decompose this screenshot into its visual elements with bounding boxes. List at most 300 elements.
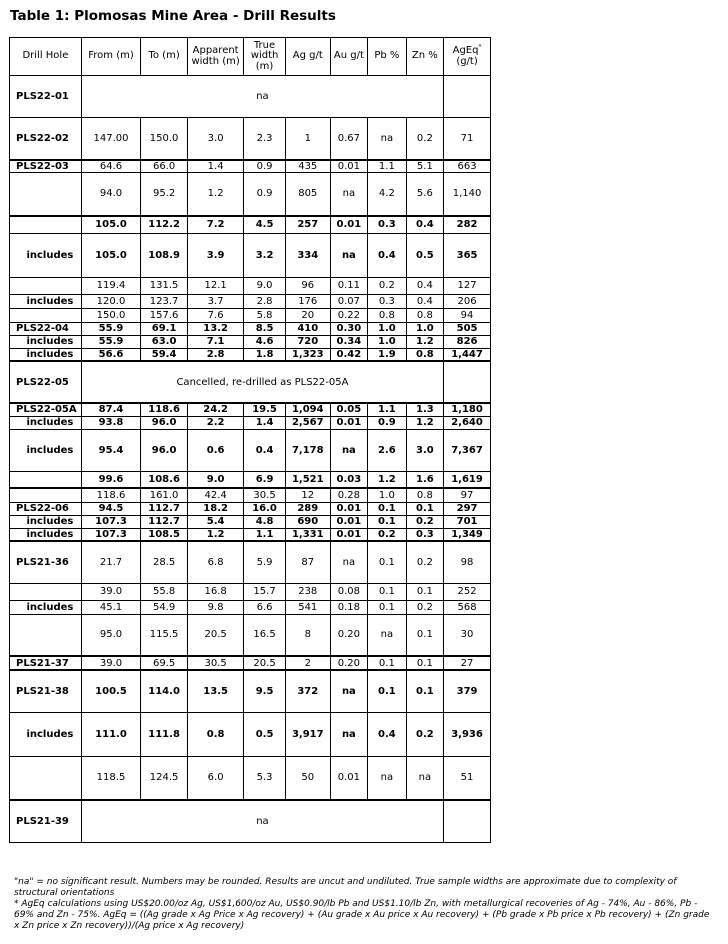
cell-zn: 0.2 <box>406 515 443 528</box>
cell-true-width: 8.5 <box>244 322 286 335</box>
cell-to: 59.4 <box>141 348 188 361</box>
cell-from: 21.7 <box>81 541 140 583</box>
cell-to: 150.0 <box>141 118 188 160</box>
cell-au: 0.20 <box>330 614 367 656</box>
cell-ageq: 94 <box>444 308 491 322</box>
cell-zn: 5.6 <box>406 172 443 216</box>
cell-true-width: 16.5 <box>244 614 286 656</box>
cell-pb: 0.1 <box>368 515 407 528</box>
cell-ag: 435 <box>285 160 330 173</box>
ageq-label: AgEq <box>452 45 479 56</box>
cell-true-width: 6.9 <box>244 471 286 488</box>
cell-zn: 0.8 <box>406 308 443 322</box>
cell-au: 0.28 <box>330 488 367 502</box>
cell-au: 0.01 <box>330 416 367 429</box>
cell-ageq: 505 <box>444 322 491 335</box>
cell-zn: 0.1 <box>406 583 443 600</box>
cell-ageq: 1,180 <box>444 403 491 416</box>
cell-ageq: 206 <box>444 294 491 308</box>
cell-to: 54.9 <box>141 600 188 614</box>
cell-au: 0.20 <box>330 656 367 670</box>
cell-au: na <box>330 172 367 216</box>
cell-ageq: 127 <box>444 277 491 294</box>
cell-apparent-width: 7.1 <box>188 335 244 348</box>
cell-ag: 541 <box>285 600 330 614</box>
cell-to: 112.2 <box>141 216 188 233</box>
cell-pb: 1.9 <box>368 348 407 361</box>
cell-from: 107.3 <box>81 515 140 528</box>
cell-from: 56.6 <box>81 348 140 361</box>
cell-ageq: 365 <box>444 233 491 277</box>
cell-ag: 720 <box>285 335 330 348</box>
table-row <box>10 294 491 308</box>
cell-to: 114.0 <box>141 670 188 712</box>
cell-ag: 238 <box>285 583 330 600</box>
cell-to: 108.6 <box>141 471 188 488</box>
table-row <box>10 348 491 361</box>
cell-au: 0.08 <box>330 583 367 600</box>
cell-ageq: 1,447 <box>444 348 491 361</box>
col-header-true-width: True width (m) <box>244 38 286 76</box>
cell-drill-hole <box>10 172 82 216</box>
table-row <box>10 502 491 515</box>
table-row <box>10 600 491 614</box>
cell-apparent-width: 6.8 <box>188 541 244 583</box>
cell-drill-hole: includes <box>10 429 82 471</box>
cell-true-width: 1.1 <box>244 528 286 541</box>
cell-from: 107.3 <box>81 528 140 541</box>
cell-pb: 1.1 <box>368 403 407 416</box>
cell-to: 28.5 <box>141 541 188 583</box>
cell-pb: 1.0 <box>368 488 407 502</box>
table-row <box>10 172 491 216</box>
cell-to: 118.6 <box>141 403 188 416</box>
cell-to: 96.0 <box>141 416 188 429</box>
cell-zn: 5.1 <box>406 160 443 173</box>
cell-pb: 0.4 <box>368 712 407 756</box>
cell-pb: na <box>368 614 407 656</box>
cell-to: 108.9 <box>141 233 188 277</box>
cell-ageq: 282 <box>444 216 491 233</box>
cell-from: 94.0 <box>81 172 140 216</box>
cell-ag: 12 <box>285 488 330 502</box>
table-row <box>10 583 491 600</box>
cell-true-width: 19.5 <box>244 403 286 416</box>
cell-drill-hole: PLS22-02 <box>10 118 82 160</box>
cell-apparent-width: 1.2 <box>188 172 244 216</box>
cell-from: 99.6 <box>81 471 140 488</box>
cell-au: 0.67 <box>330 118 367 160</box>
cell-ageq: 97 <box>444 488 491 502</box>
table-row <box>10 416 491 429</box>
table-row <box>10 541 491 583</box>
cell-zn: 0.2 <box>406 712 443 756</box>
cell-au: 0.05 <box>330 403 367 416</box>
cell-true-width: 0.9 <box>244 172 286 216</box>
cell-zn: 0.2 <box>406 600 443 614</box>
cell-pb: 0.2 <box>368 528 407 541</box>
cell-ageq: 252 <box>444 583 491 600</box>
cell-from: 120.0 <box>81 294 140 308</box>
table-row <box>10 308 491 322</box>
table-row <box>10 118 491 160</box>
cell-span-note: Cancelled, re-drilled as PLS22-05A <box>81 361 443 403</box>
footnote-na: "na" = no significant result. Numbers may be rounded. Results are uncut and undiluted. True sample widths are approximate due to complexity of structural orientations <box>14 877 677 898</box>
table-row <box>10 160 491 173</box>
col-header-ag: Ag g/t <box>285 38 330 76</box>
cell-au: 0.07 <box>330 294 367 308</box>
cell-ageq: 1,619 <box>444 471 491 488</box>
col-header-au: Au g/t <box>330 38 367 76</box>
cell-from: 93.8 <box>81 416 140 429</box>
cell-ag: 257 <box>285 216 330 233</box>
cell-au: na <box>330 233 367 277</box>
cell-true-width: 1.8 <box>244 348 286 361</box>
cell-from: 94.5 <box>81 502 140 515</box>
cell-from: 45.1 <box>81 600 140 614</box>
cell-apparent-width: 3.9 <box>188 233 244 277</box>
ageq-unit: (g/t) <box>456 55 478 67</box>
cell-ag: 372 <box>285 670 330 712</box>
cell-from: 105.0 <box>81 233 140 277</box>
cell-ag: 3,917 <box>285 712 330 756</box>
cell-ageq: 51 <box>444 756 491 800</box>
table-row <box>10 670 491 712</box>
cell-true-width: 4.8 <box>244 515 286 528</box>
cell-zn: 1.2 <box>406 335 443 348</box>
cell-drill-hole: includes <box>10 348 82 361</box>
cell-zn: 3.0 <box>406 429 443 471</box>
cell-to: 96.0 <box>141 429 188 471</box>
cell-to: 111.8 <box>141 712 188 756</box>
cell-true-width: 0.5 <box>244 712 286 756</box>
table-row <box>10 361 491 403</box>
cell-ag: 1,323 <box>285 348 330 361</box>
cell-apparent-width: 6.0 <box>188 756 244 800</box>
cell-pb: 4.2 <box>368 172 407 216</box>
cell-true-width: 6.6 <box>244 600 286 614</box>
cell-au: na <box>330 712 367 756</box>
cell-zn: 0.4 <box>406 216 443 233</box>
cell-ag: 8 <box>285 614 330 656</box>
cell-to: 112.7 <box>141 515 188 528</box>
ageq-footnote-marker: * <box>478 43 482 51</box>
cell-ag: 7,178 <box>285 429 330 471</box>
cell-apparent-width: 2.8 <box>188 348 244 361</box>
table-row <box>10 712 491 756</box>
cell-drill-hole <box>10 277 82 294</box>
cell-zn: na <box>406 756 443 800</box>
cell-to: 124.5 <box>141 756 188 800</box>
cell-apparent-width: 13.2 <box>188 322 244 335</box>
cell-true-width: 16.0 <box>244 502 286 515</box>
cell-zn: 0.4 <box>406 277 443 294</box>
cell-from: 95.4 <box>81 429 140 471</box>
cell-au: 0.18 <box>330 600 367 614</box>
cell-ag: 176 <box>285 294 330 308</box>
cell-ag: 1,521 <box>285 471 330 488</box>
cell-pb: 0.1 <box>368 600 407 614</box>
cell-true-width: 5.3 <box>244 756 286 800</box>
cell-true-width: 0.9 <box>244 160 286 173</box>
cell-to: 55.8 <box>141 583 188 600</box>
cell-apparent-width: 24.2 <box>188 403 244 416</box>
page-title: Table 1: Plomosas Mine Area - Drill Results <box>10 8 336 24</box>
table-row <box>10 322 491 335</box>
cell-to: 69.1 <box>141 322 188 335</box>
table-row <box>10 488 491 502</box>
cell-true-width: 5.8 <box>244 308 286 322</box>
cell-zn: 0.8 <box>406 348 443 361</box>
cell-from: 100.5 <box>81 670 140 712</box>
cell-from: 55.9 <box>81 322 140 335</box>
cell-drill-hole <box>10 583 82 600</box>
cell-drill-hole <box>10 614 82 656</box>
cell-au: 0.34 <box>330 335 367 348</box>
cell-pb: 1.2 <box>368 471 407 488</box>
cell-pb: 0.1 <box>368 541 407 583</box>
cell-drill-hole: includes <box>10 233 82 277</box>
col-header-to: To (m) <box>141 38 188 76</box>
cell-drill-hole: PLS22-06 <box>10 502 82 515</box>
cell-drill-hole: PLS22-05 <box>10 361 82 403</box>
cell-from: 55.9 <box>81 335 140 348</box>
table-row <box>10 471 491 488</box>
cell-apparent-width: 13.5 <box>188 670 244 712</box>
cell-drill-hole: PLS21-38 <box>10 670 82 712</box>
cell-apparent-width: 1.4 <box>188 160 244 173</box>
cell-to: 123.7 <box>141 294 188 308</box>
col-header-ageq <box>444 38 491 76</box>
cell-span-note: na <box>81 800 443 842</box>
cell-pb: 0.3 <box>368 216 407 233</box>
cell-true-width: 15.7 <box>244 583 286 600</box>
cell-apparent-width: 16.8 <box>188 583 244 600</box>
cell-ageq: 7,367 <box>444 429 491 471</box>
cell-zn: 0.1 <box>406 502 443 515</box>
cell-apparent-width: 5.4 <box>188 515 244 528</box>
cell-true-width: 3.2 <box>244 233 286 277</box>
cell-to: 112.7 <box>141 502 188 515</box>
cell-au: 0.01 <box>330 756 367 800</box>
col-header-pb: Pb % <box>368 38 407 76</box>
table-row <box>10 335 491 348</box>
cell-pb: 0.1 <box>368 670 407 712</box>
cell-zn: 0.2 <box>406 541 443 583</box>
table-body <box>10 76 491 843</box>
cell-zn: 1.2 <box>406 416 443 429</box>
cell-au: 0.01 <box>330 502 367 515</box>
cell-ageq: 98 <box>444 541 491 583</box>
cell-apparent-width: 2.2 <box>188 416 244 429</box>
cell-to: 157.6 <box>141 308 188 322</box>
cell-apparent-width: 9.0 <box>188 471 244 488</box>
cell-drill-hole: includes <box>10 416 82 429</box>
cell-from: 39.0 <box>81 656 140 670</box>
cell-zn: 1.6 <box>406 471 443 488</box>
cell-pb: 0.1 <box>368 502 407 515</box>
cell-au: 0.01 <box>330 528 367 541</box>
table-row <box>10 656 491 670</box>
cell-to: 95.2 <box>141 172 188 216</box>
cell-pb: 0.4 <box>368 233 407 277</box>
cell-ag: 334 <box>285 233 330 277</box>
cell-zn: 0.4 <box>406 294 443 308</box>
cell-ageq: 701 <box>444 515 491 528</box>
cell-au: 0.11 <box>330 277 367 294</box>
cell-ageq: 568 <box>444 600 491 614</box>
cell-from: 87.4 <box>81 403 140 416</box>
cell-drill-hole: PLS22-01 <box>10 76 82 118</box>
cell-true-width: 30.5 <box>244 488 286 502</box>
cell-ageq: 1,140 <box>444 172 491 216</box>
cell-drill-hole: PLS22-05A <box>10 403 82 416</box>
cell-ageq: 30 <box>444 614 491 656</box>
cell-ageq <box>444 800 491 842</box>
footnote-ageq: * AgEq calculations using US$20.00/oz Ag, US$1,600/oz Au, US$0.90/lb Pb and US$1.10/lb Zn, with metallurgical recoveries of Ag - 74%, Au - 86%, Pb - 69% and Zn - 75%. AgEq = ((Ag grade x Ag Price x Ag recovery) + (Au grade x Au price x Au recovery) + (Pb grade x Pb price x Pb recovery) + (Zn grade x Zn price x Zn recovery))/(Ag price x Ag recovery) <box>14 899 710 931</box>
cell-pb: 1.1 <box>368 160 407 173</box>
cell-drill-hole: includes <box>10 712 82 756</box>
cell-au: 0.22 <box>330 308 367 322</box>
cell-drill-hole <box>10 471 82 488</box>
table-row <box>10 216 491 233</box>
cell-apparent-width: 0.6 <box>188 429 244 471</box>
cell-zn: 0.1 <box>406 670 443 712</box>
col-header-zn: Zn % <box>406 38 443 76</box>
cell-au: 0.03 <box>330 471 367 488</box>
cell-ag: 690 <box>285 515 330 528</box>
cell-zn: 1.3 <box>406 403 443 416</box>
col-header-apparent-width: Apparent width (m) <box>188 38 244 76</box>
cell-pb: 2.6 <box>368 429 407 471</box>
cell-true-width: 1.4 <box>244 416 286 429</box>
table-row <box>10 614 491 656</box>
cell-ageq: 27 <box>444 656 491 670</box>
cell-apparent-width: 42.4 <box>188 488 244 502</box>
cell-apparent-width: 0.8 <box>188 712 244 756</box>
header-row <box>10 38 491 76</box>
cell-ageq: 71 <box>444 118 491 160</box>
cell-au: na <box>330 429 367 471</box>
cell-ag: 87 <box>285 541 330 583</box>
cell-from: 64.6 <box>81 160 140 173</box>
cell-ag: 20 <box>285 308 330 322</box>
cell-au: 0.42 <box>330 348 367 361</box>
cell-drill-hole: PLS21-39 <box>10 800 82 842</box>
cell-pb: 0.2 <box>368 277 407 294</box>
cell-ag: 410 <box>285 322 330 335</box>
cell-ageq: 379 <box>444 670 491 712</box>
table-row <box>10 233 491 277</box>
cell-au: 0.01 <box>330 216 367 233</box>
cell-to: 63.0 <box>141 335 188 348</box>
cell-ag: 1,331 <box>285 528 330 541</box>
cell-ag: 1,094 <box>285 403 330 416</box>
cell-from: 111.0 <box>81 712 140 756</box>
col-header-from: From (m) <box>81 38 140 76</box>
cell-ageq <box>444 76 491 118</box>
cell-from: 119.4 <box>81 277 140 294</box>
cell-drill-hole: PLS21-37 <box>10 656 82 670</box>
cell-au: 0.01 <box>330 515 367 528</box>
cell-pb: 0.8 <box>368 308 407 322</box>
cell-ageq: 663 <box>444 160 491 173</box>
cell-to: 66.0 <box>141 160 188 173</box>
cell-apparent-width: 18.2 <box>188 502 244 515</box>
cell-au: 0.01 <box>330 160 367 173</box>
cell-pb: 0.1 <box>368 656 407 670</box>
cell-drill-hole: includes <box>10 528 82 541</box>
cell-from: 118.5 <box>81 756 140 800</box>
cell-to: 131.5 <box>141 277 188 294</box>
cell-pb: 0.3 <box>368 294 407 308</box>
cell-drill-hole: PLS22-04 <box>10 322 82 335</box>
cell-from: 147.00 <box>81 118 140 160</box>
table-row <box>10 756 491 800</box>
cell-apparent-width: 1.2 <box>188 528 244 541</box>
cell-ag: 96 <box>285 277 330 294</box>
cell-true-width: 20.5 <box>244 656 286 670</box>
cell-span-note: na <box>81 76 443 118</box>
cell-to: 115.5 <box>141 614 188 656</box>
drill-results-table <box>9 37 491 843</box>
cell-zn: 0.1 <box>406 656 443 670</box>
col-header-drill-hole: Drill Hole <box>10 38 82 76</box>
cell-zn: 0.2 <box>406 118 443 160</box>
cell-apparent-width: 30.5 <box>188 656 244 670</box>
cell-true-width: 2.3 <box>244 118 286 160</box>
cell-pb: 1.0 <box>368 322 407 335</box>
cell-drill-hole: includes <box>10 335 82 348</box>
cell-zn: 0.8 <box>406 488 443 502</box>
cell-drill-hole <box>10 756 82 800</box>
table-row <box>10 403 491 416</box>
cell-drill-hole: includes <box>10 294 82 308</box>
cell-to: 69.5 <box>141 656 188 670</box>
cell-ageq: 2,640 <box>444 416 491 429</box>
cell-pb: na <box>368 756 407 800</box>
cell-ageq: 826 <box>444 335 491 348</box>
table-row <box>10 277 491 294</box>
cell-apparent-width: 7.2 <box>188 216 244 233</box>
cell-true-width: 0.4 <box>244 429 286 471</box>
cell-apparent-width: 3.0 <box>188 118 244 160</box>
cell-pb: 0.9 <box>368 416 407 429</box>
cell-ag: 2,567 <box>285 416 330 429</box>
cell-ag: 50 <box>285 756 330 800</box>
cell-from: 150.0 <box>81 308 140 322</box>
cell-true-width: 2.8 <box>244 294 286 308</box>
cell-true-width: 5.9 <box>244 541 286 583</box>
cell-to: 161.0 <box>141 488 188 502</box>
cell-pb: 0.1 <box>368 583 407 600</box>
cell-drill-hole: PLS22-03 <box>10 160 82 173</box>
cell-drill-hole <box>10 308 82 322</box>
cell-ag: 289 <box>285 502 330 515</box>
cell-zn: 1.0 <box>406 322 443 335</box>
table-row <box>10 528 491 541</box>
table-row <box>10 800 491 842</box>
cell-ageq <box>444 361 491 403</box>
cell-from: 39.0 <box>81 583 140 600</box>
cell-ag: 805 <box>285 172 330 216</box>
cell-pb: 1.0 <box>368 335 407 348</box>
cell-to: 108.5 <box>141 528 188 541</box>
cell-zn: 0.5 <box>406 233 443 277</box>
cell-drill-hole <box>10 488 82 502</box>
cell-apparent-width: 3.7 <box>188 294 244 308</box>
cell-drill-hole <box>10 216 82 233</box>
